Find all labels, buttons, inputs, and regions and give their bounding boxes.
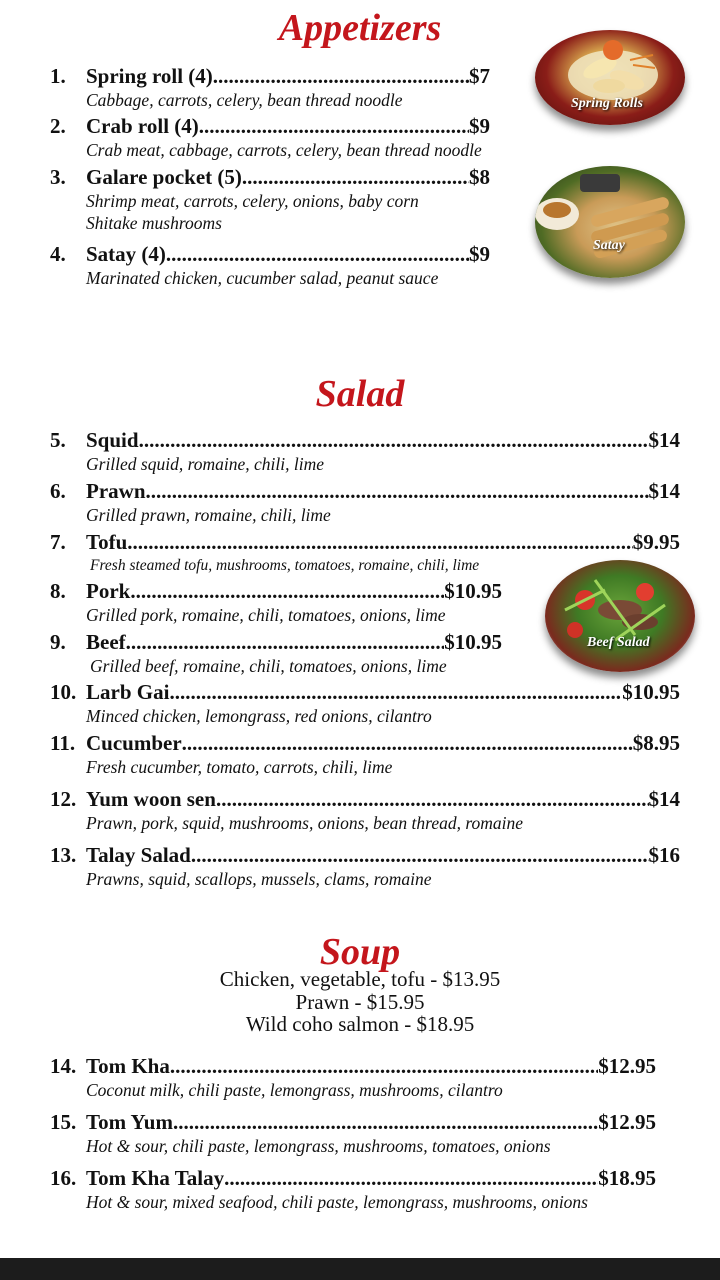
item-price: $9.95: [632, 530, 680, 554]
item-number: 16.: [50, 1166, 77, 1190]
item-description: Grilled beef, romaine, chili, tomatoes, onions, lime: [90, 656, 447, 676]
item-number: 14.: [50, 1054, 77, 1078]
item-description-line2: Shitake mushrooms: [86, 213, 222, 233]
item-number: 13.: [50, 843, 77, 867]
item-name: Crab roll (4): [86, 114, 199, 138]
item-price: $14: [648, 479, 680, 503]
item-description: Grilled prawn, romaine, chili, lime: [86, 505, 331, 525]
satay-illustration: [535, 166, 685, 278]
item-description: Prawn, pork, squid, mushrooms, onions, bean thread, romaine: [86, 813, 524, 833]
menu-item-11: [50, 731, 680, 778]
menu-item-2: [50, 114, 490, 161]
item-price: $12.95: [598, 1110, 656, 1134]
item-price: $10.95: [622, 680, 680, 704]
photo-caption: Beef Salad: [587, 635, 650, 650]
item-number: 8.: [50, 579, 66, 603]
item-description: Minced chicken, lemongrass, red onions, cilantro: [86, 706, 432, 726]
item-price: $8: [469, 165, 490, 189]
item-name: Tom Yum: [86, 1110, 173, 1134]
item-price: $9: [469, 242, 490, 266]
item-number: 7.: [50, 530, 66, 554]
item-number: 4.: [50, 242, 66, 266]
item-number: 15.: [50, 1110, 77, 1134]
item-name: Galare pocket (5): [86, 165, 242, 189]
item-number: 12.: [50, 787, 77, 811]
appetizers-heading: Appetizers: [278, 7, 442, 49]
item-number: 1.: [50, 64, 66, 88]
beef-salad-illustration: [545, 560, 695, 672]
item-name: Spring roll (4): [86, 64, 213, 88]
item-number: 2.: [50, 114, 66, 138]
item-name: Larb Gai: [86, 680, 170, 704]
menu-item-14: [50, 1054, 656, 1101]
item-description: Hot & sour, mixed seafood, chili paste, lemongrass, mushrooms, onions: [86, 1192, 588, 1212]
item-number: 3.: [50, 165, 66, 189]
menu-item-1: [50, 64, 490, 111]
item-description: Fresh steamed tofu, mushrooms, tomatoes, romaine, chili, lime: [90, 557, 480, 574]
item-price: $14: [648, 787, 680, 811]
item-price: $18.95: [598, 1166, 656, 1190]
item-price: $8.95: [632, 731, 680, 755]
item-description: Fresh cucumber, tomato, carrots, chili, lime: [86, 757, 393, 777]
item-description: Grilled pork, romaine, chili, tomatoes, onions, lime: [86, 605, 446, 625]
item-number: 9.: [50, 630, 66, 654]
footer-bar: [0, 1258, 720, 1280]
item-name: Pork: [86, 579, 131, 603]
item-description: Cabbage, carrots, celery, bean thread noodle: [86, 90, 403, 110]
item-name: Tom Kha: [86, 1054, 170, 1078]
item-price: $16: [648, 843, 680, 867]
item-description: Hot & sour, chili paste, lemongrass, mushrooms, tomatoes, onions: [86, 1136, 551, 1156]
menu-item-3: [50, 165, 490, 234]
item-number: 6.: [50, 479, 66, 503]
item-number: 10.: [50, 680, 77, 704]
menu-item-8: [50, 579, 502, 626]
item-price: $7: [469, 64, 490, 88]
item-price: $12.95: [598, 1054, 656, 1078]
soup-heading: Soup: [319, 931, 401, 973]
item-name: Cucumber: [86, 731, 182, 755]
item-description: Shrimp meat, carrots, celery, onions, baby corn: [86, 191, 419, 211]
menu-item-10: [50, 680, 680, 727]
item-name: Tom Kha Talay: [86, 1166, 225, 1190]
item-description: Grilled squid, romaine, chili, lime: [86, 454, 325, 474]
soup-price-options: [0, 968, 720, 1036]
satay-photo: [535, 166, 685, 278]
menu-item-13: [50, 843, 680, 890]
beef-salad-photo: [545, 560, 695, 672]
item-price: $9: [469, 114, 490, 138]
item-price: $10.95: [444, 630, 502, 654]
item-name: Squid: [86, 428, 139, 452]
item-price: $10.95: [444, 579, 502, 603]
salad-heading: Salad: [315, 373, 405, 415]
spring-rolls-photo: [535, 30, 685, 125]
photo-caption: Satay: [593, 238, 625, 253]
menu-item-4: [50, 242, 490, 289]
item-name: Talay Salad: [86, 843, 191, 867]
item-name: Satay (4): [86, 242, 166, 266]
menu-item-12: [50, 787, 680, 834]
menu-item-16: [50, 1166, 656, 1213]
item-name: Tofu: [86, 530, 128, 554]
item-name: Prawn: [86, 479, 146, 503]
menu-item-6: [50, 479, 680, 526]
item-price: $14: [648, 428, 680, 452]
menu-item-5: [50, 428, 680, 475]
item-number: 11.: [50, 731, 76, 755]
photo-caption: Spring Rolls: [571, 96, 643, 111]
item-description: Coconut milk, chili paste, lemongrass, mushrooms, cilantro: [86, 1080, 503, 1100]
menu-item-9: [50, 630, 502, 677]
item-number: 5.: [50, 428, 66, 452]
item-name: Beef: [86, 630, 126, 654]
item-description: Crab meat, cabbage, carrots, celery, bean thread noodle: [86, 140, 482, 160]
item-name: Yum woon sen: [86, 787, 216, 811]
soup-option: Chicken, vegetable, tofu - $13.95: [219, 967, 501, 991]
item-description: Prawns, squid, scallops, mussels, clams, romaine: [86, 869, 432, 889]
menu-item-15: [50, 1110, 656, 1157]
item-description: Marinated chicken, cucumber salad, peanut sauce: [86, 268, 439, 288]
soup-option: Wild coho salmon - $18.95: [245, 1012, 475, 1036]
soup-option: Prawn - $15.95: [295, 989, 425, 1014]
